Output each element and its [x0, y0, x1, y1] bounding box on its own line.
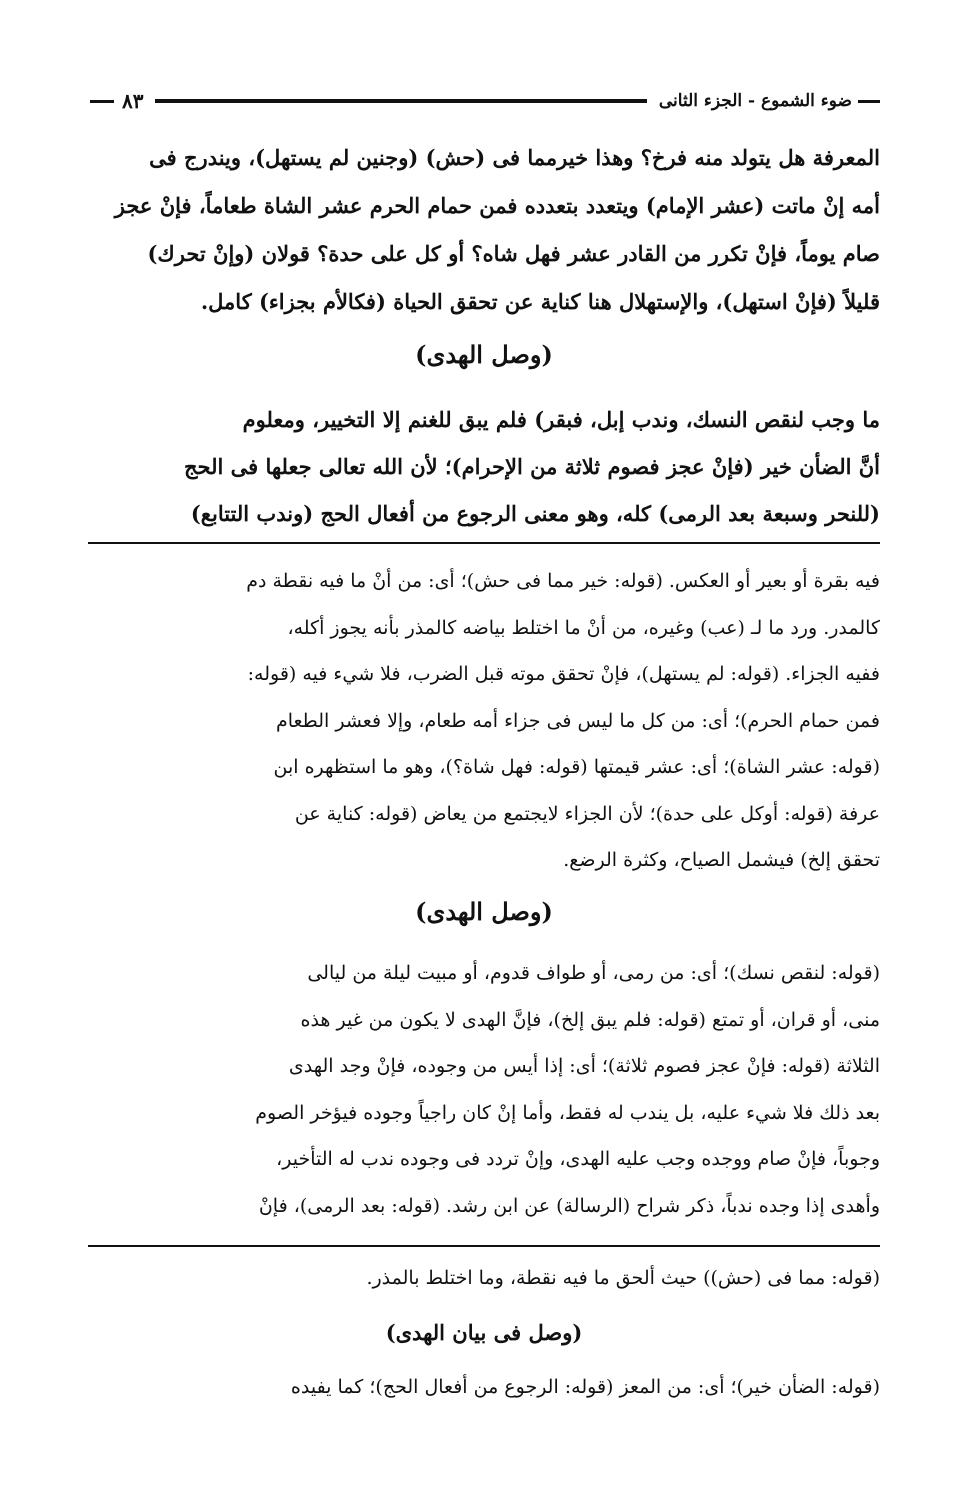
text-line: بعد ذلك فلا شيء عليه، بل يندب له فقط، وأما إنْ كان راجياً وجوده فيؤخر الصوم: [255, 1101, 880, 1124]
text-line: (قوله: لنقص نسك)؛ أى: من رمى، أو طواف قدوم، أو مبيت ليلة من ليالى: [307, 962, 880, 984]
footnote-separator: [88, 542, 880, 544]
text-line: (للنحر وسبعة بعد الرمى) كله، وهو معنى الرجوع من أفعال الحج (وندب التتابع): [190, 501, 880, 526]
footnote-separator: [88, 1245, 880, 1247]
commentary-heading: (وصل الهدى): [415, 897, 553, 926]
text-line: (قوله: مما فى (حش)) حيث ألحق ما فيه نقطة، وما اختلط بالمذر.: [366, 1267, 880, 1289]
text-line: قليلاً (فإنْ استهل)، والإستهلال هنا كناية عن تحقق الحياة (فكالأم بجزاء) كامل.: [200, 289, 880, 314]
text-line: الثلاثة (قوله: فإنْ عجز فصوم ثلاثة)؛ أى: إذا أيس من وجوده، فإنْ وجد الهدى: [288, 1055, 880, 1077]
text-line: صام يوماً، فإنْ تكرر من القادر عشر فهل شاه؟ أو كل على حدة؟ قولان (وإنْ تحرك): [147, 241, 880, 266]
text-line: فمن حمام الحرم)؛ أى: من كل ما ليس فى جزاء أمه طعام، وإلا فعشر الطعام: [275, 709, 880, 732]
main-text: [88, 134, 880, 326]
main-text-continued: [88, 396, 880, 537]
header-dash-right: [858, 100, 880, 103]
text-line: أمه إنْ ماتت (عشر الإمام) ويتعدد بتعدده فمن حمام الحرم عشر الشاة طعاماً، فإنْ عجز: [114, 193, 880, 218]
text-line: وجوباً، فإنْ صام ووجده وجب عليه الهدى، وإنْ تردد فى وجوده ندب له التأخير،: [276, 1148, 880, 1170]
page-header: [90, 86, 880, 116]
text-line: (قوله: الضأن خير)؛ أى: من المعز (قوله: الرجوع من أفعال الحج)؛ كما يفيده: [290, 1376, 880, 1398]
text-line: عرفة (قوله: أوكل على حدة)؛ لأن الجزاء لايجتمع من يعاض (قوله: كناية عن: [294, 802, 880, 825]
page-number: ٨٣: [122, 89, 144, 113]
text-line: تحقق إلخ) فيشمل الصياح، وكثرة الرضع.: [563, 849, 880, 871]
footnote-block: [88, 1364, 880, 1410]
text-line: أنَّ الضأن خير (فإنْ عجز فصوم ثلاثة من الإحرام)؛ لأن الله تعالى جعلها فى الحج: [183, 454, 880, 479]
running-title: ضوء الشموع - الجزء الثانى: [658, 91, 852, 111]
text-line: (قوله: عشر الشاة)؛ أى: عشر قيمتها (قوله: فهل شاة؟)، وهو ما استظهره ابن: [273, 756, 880, 778]
text-line: كالمدر. ورد ما لـ (عب) وغيره، من أنْ ما اختلط بياضه كالمذر بأنه يجوز أكله،: [287, 616, 880, 639]
text-line: ما وجب لنقص النسك، وندب إبل، فبقر) فلم يبق للغنم إلا التخيير، ومعلوم: [242, 407, 880, 432]
header-rule: [155, 99, 646, 103]
section-heading: (وصل الهدى): [415, 340, 553, 369]
text-line: المعرفة هل يتولد منه فرخ؟ وهذا خيرمما فى (حش) (وجنين لم يستهل)، ويندرج فى: [149, 145, 880, 170]
header-dash-left: [90, 100, 114, 103]
commentary-block: [88, 950, 880, 1229]
text-line: فيه بقرة أو بعير أو العكس. (قوله: خير مما فى حش)؛ أى: من أنْ ما فيه نقطة دم: [246, 570, 880, 592]
commentary-block: [88, 558, 880, 884]
footnote-heading: (وصل فى بيان الهدى): [385, 1320, 583, 1345]
text-line: ففيه الجزاء. (قوله: لم يستهل)، فإنْ تحقق موته قبل الضرب، فلا شيء فيه (قوله:: [247, 663, 880, 685]
text-line: منى، أو قران، أو تمتع (قوله: فلم يبق إلخ)، فإنَّ الهدى لا يكون من غير هذه: [300, 1008, 880, 1031]
text-line: وأهدى إذا وجده ندباً، ذكر شراح (الرسالة) عن ابن رشد. (قوله: بعد الرمى)، فإنْ: [258, 1194, 880, 1217]
footnote-block: [88, 1255, 880, 1301]
